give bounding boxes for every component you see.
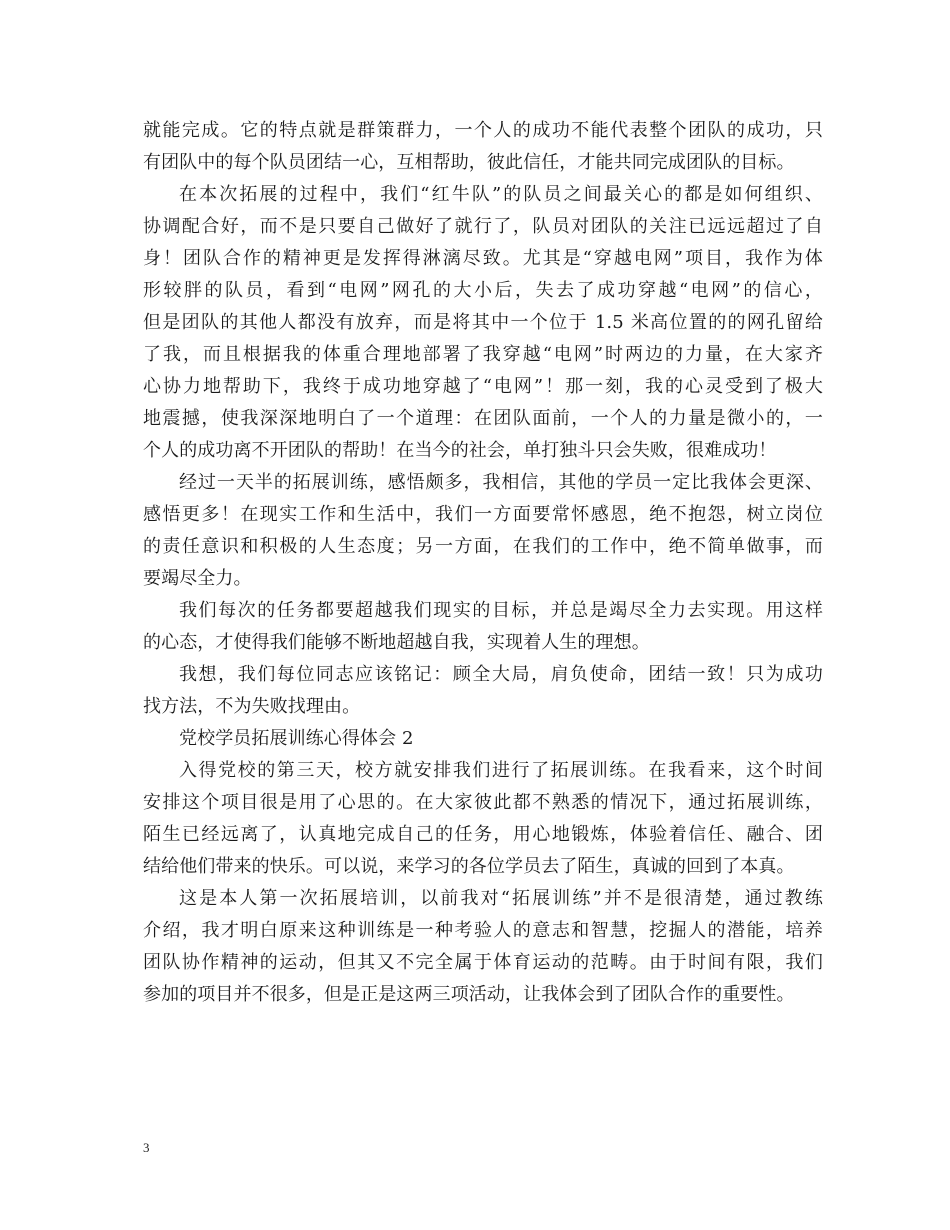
text-line: 这是本人第一次拓展培训，以前我对“拓展训练”并不是很清楚，通过教练 [179,888,823,909]
text-line: 陌生已经远离了，认真地完成自己的任务，用心地锻炼，体验着信任、融合、团 [143,824,823,845]
text-line: 要竭尽全力。 [143,568,252,589]
text-line: 参加的项目并不很多，但是正是这两三项活动，让我体会到了团队合作的重要性。 [143,984,795,1005]
text-line: 个人的成功离不开团队的帮助！在当今的社会，单打独斗只会失败，很难成功！ [143,440,777,461]
text-line: 找方法，不为失败找理由。 [143,696,361,717]
text-line: 在本次拓展的过程中，我们“红牛队”的队员之间最关心的都是如何组织、 [179,184,823,205]
text-line: 了我，而且根据我的体重合理地部署了我穿越“电网”时两边的力量，在大家齐 [143,344,823,365]
text-line: 但是团队的其他人都没有放弃，而是将其中一个位于 1.5 米高位置的的网孔留给 [143,312,823,333]
text-line: 的责任意识和积极的人生态度；另一方面，在我们的工作中，绝不简单做事，而 [143,536,823,557]
text-line: 介绍，我才明白原来这种训练是一种考验人的意志和智慧，挖掘人的潜能，培养 [143,920,823,941]
text-line: 党校学员拓展训练心得体会 2 [179,728,414,749]
text-line: 的心态，才使得我们能够不断地超越自我，实现着人生的理想。 [143,632,650,653]
page-number: 3 [143,1140,150,1155]
text-line: 安排这个项目很是用了心思的。在大家彼此都不熟悉的情况下，通过拓展训练， [143,792,823,813]
text-line: 身！团队合作的精神更是发挥得淋漓尽致。尤其是“穿越电网”项目，我作为体 [143,248,823,269]
text-line: 就能完成。它的特点就是群策群力，一个人的成功不能代表整个团队的成功，只 [143,120,823,141]
text-line: 感悟更多！在现实工作和生活中，我们一方面要常怀感恩，绝不抱怨，树立岗位 [143,504,823,525]
text-line: 我想，我们每位同志应该铭记：顾全大局，肩负使命，团结一致！只为成功 [179,664,823,685]
text-line: 形较胖的队员，看到“电网”网孔的大小后，失去了成功穿越“电网”的信心， [143,280,823,301]
text-line: 结给他们带来的快乐。可以说，来学习的各位学员去了陌生，真诚的回到了本真。 [143,856,795,877]
text-line: 入得党校的第三天，校方就安排我们进行了拓展训练。在我看来，这个时间 [179,760,823,781]
text-line: 有团队中的每个队员团结一心，互相帮助，彼此信任，才能共同完成团队的目标。 [143,152,795,173]
text-line: 地震撼，使我深深地明白了一个道理：在团队面前，一个人的力量是微小的，一 [143,408,823,429]
document-body [143,115,823,1011]
text-line: 我们每次的任务都要超越我们现实的目标，并总是竭尽全力去实现。用这样 [179,600,823,621]
text-line: 经过一天半的拓展训练，感悟颇多，我相信，其他的学员一定比我体会更深、 [179,472,823,493]
text-line: 协调配合好，而不是只要自己做好了就行了，队员对团队的关注已远远超过了自 [143,216,823,237]
text-line: 团队协作精神的运动，但其又不完全属于体育运动的范畴。由于时间有限，我们 [143,952,823,973]
text-line: 心协力地帮助下，我终于成功地穿越了“电网”！那一刻，我的心灵受到了极大 [143,376,823,397]
